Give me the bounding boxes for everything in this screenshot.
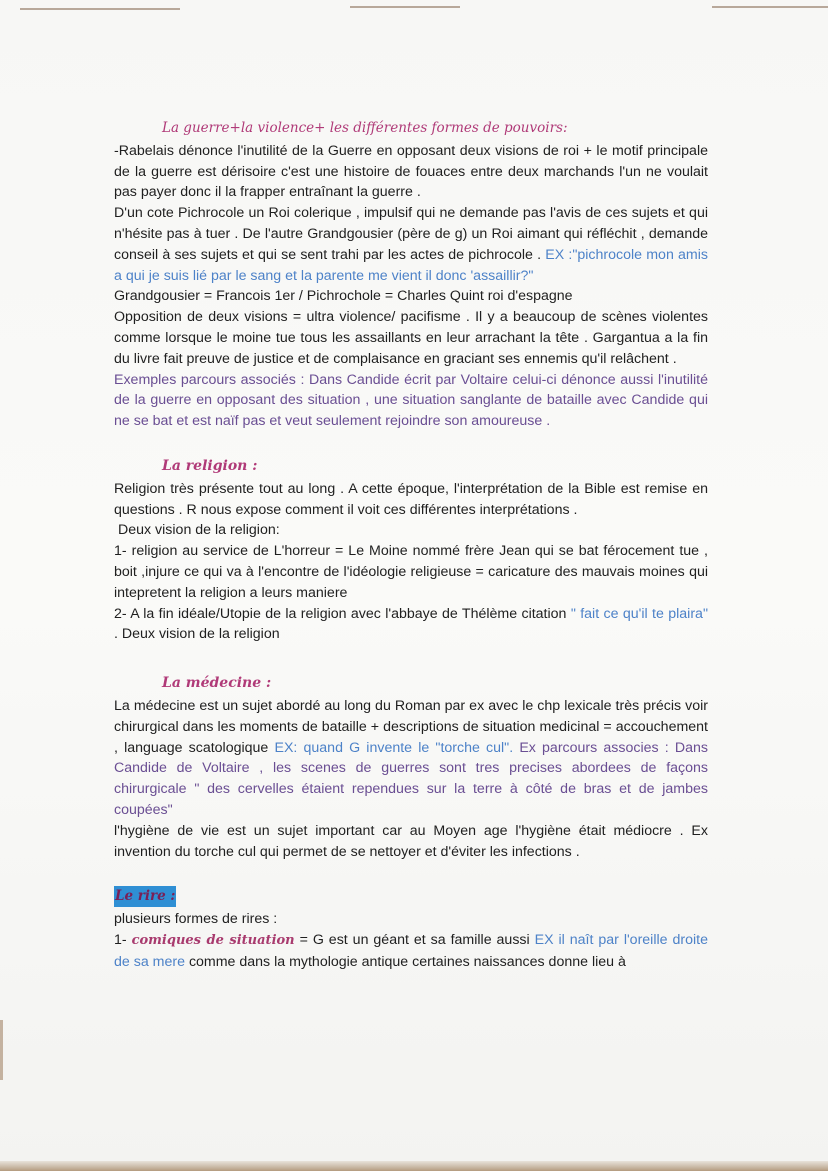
religion-paragraph-3: 1- religion au service de L'horreur = Le Moine nommé frère Jean qui se bat férocement tue , boit ,injure ce qui va à l'encontre de l'idéologie religieuse = caricature des mauvais moines qui intepretent la religion a leurs maniere [114, 543, 708, 601]
religion-paragraph-1: Religion très présente tout au long . A cette époque, l'interprétation de la Bible est remise en questions . R nous expose comment il voit ces différentes interprétations . [114, 480, 708, 518]
laughter-item-1 [114, 930, 708, 973]
laughter-item-1-number: 1- [114, 931, 127, 948]
religion-paragraph-2: Deux vision de la religion: [118, 522, 280, 539]
war-paragraph-1: -Rabelais dénonce l'inutilité de la Guerre en opposant deux visions de roi + le motif principale de la guerre est dérisoire c'est une histoire de fouaces entre deux marchands l'un ne voulait pas payer donc il la frapper entraînant la guerre . [114, 142, 708, 201]
religion-paragraph-4-end: . Deux vision de la religion [114, 626, 280, 643]
war-quote: EX :"pichrocole mon amis a qui je suis lié par le sang et la parente me vient il donc 'assaillir?" [114, 246, 708, 284]
section-title-laughter: Le rire : [114, 886, 176, 907]
laughter-item-1-end: comme dans la mythologie antique certaines naissances donne lieu à [188, 953, 626, 970]
section-title-laughter-wrap [114, 886, 708, 907]
religion-quote: " fait ce qu'il te plaira" [570, 605, 708, 622]
section-title-religion: La religion : [162, 457, 258, 474]
medicine-example: EX: quand G invente le "torche cul". [274, 739, 514, 756]
medicine-paragraph-1-text: La médecine est un sujet abordé au long du Roman par ex avec le chp lexicale très précis voir chirurgical dans les moments de bataille + descriptions de situation medicinal = accouchement , language scatologique [114, 697, 708, 756]
medicine-paragraph-2: l'hygiène de vie est un sujet important car au Moyen age l'hygiène était médiocre . Ex invention du torche cul qui permet de se nettoyer et d'éviter les infections . [114, 822, 708, 860]
medicine-parcours: Ex parcours associes : Dans Candide de Voltaire , les scenes de guerres sont tres precises abordees de façons chirurgicale " des cervelles étaient rependues sur la terre à côté de bras et de jambes coupées" [114, 739, 708, 818]
laughter-item-1-label: comiques de situation [131, 932, 295, 948]
war-paragraph-4: Opposition de deux visions = ultra violence/ pacifisme . Il y a beaucoup de scènes violentes comme lorsque le moine tue tous les assaillants en leur arrachant la tête . Gargantua a la fin du livre fait preuve de justice et de complaisance en graciant ses ennemis qu'il relâchent . [114, 309, 708, 367]
war-paragraph-3: Grandgousier = Francois 1er / Pichrochole = Charles Quint roi d'espagne [114, 288, 573, 305]
notes-content [114, 118, 708, 972]
top-edge-line [20, 8, 180, 10]
religion-paragraph-4 [114, 604, 708, 646]
war-paragraph-2-text: D'un cote Pichrocole un Roi colerique , impulsif qui ne demande pas l'avis de ces sujets et qui n'hésite pas à tuer . De l'autre Grandgousier (père de g) un Roi aimant qui réfléchit , demande conseil à ses sujets et qui se sent trahi par les actes de pichrocole . [114, 205, 708, 263]
war-paragraph-2 [114, 203, 708, 286]
top-edge-line [712, 6, 828, 8]
section-title-medicine: La médecine : [162, 675, 272, 692]
religion-paragraph-4-text: 2- A la fin idéale/Utopie de la religion avec l'abbaye de Thélème citation [114, 605, 567, 622]
laughter-paragraph-1: plusieurs formes de rires : [114, 911, 278, 928]
laughter-item-1-text: = G est un géant et sa famille aussi [299, 931, 530, 948]
war-paragraph-5: Exemples parcours associés : Dans Candide écrit par Voltaire celui-ci dénonce aussi l'inutilité de la guerre en opposant des situation , une situation sanglante de bataille avec Candide qui ne se bat et est naïf pas et veut seulement rejoindre son amoureuse . [114, 371, 708, 430]
bottom-edge [0, 1161, 828, 1171]
laughter-item-1-example: EX il naît par l'oreille droite de sa mere [114, 931, 708, 970]
left-edge-mark [0, 1020, 3, 1080]
section-title-war: La guerre+la violence+ les différentes formes de pouvoirs: [162, 120, 568, 136]
top-edge-line [350, 6, 460, 8]
medicine-paragraph-1 [114, 696, 708, 821]
